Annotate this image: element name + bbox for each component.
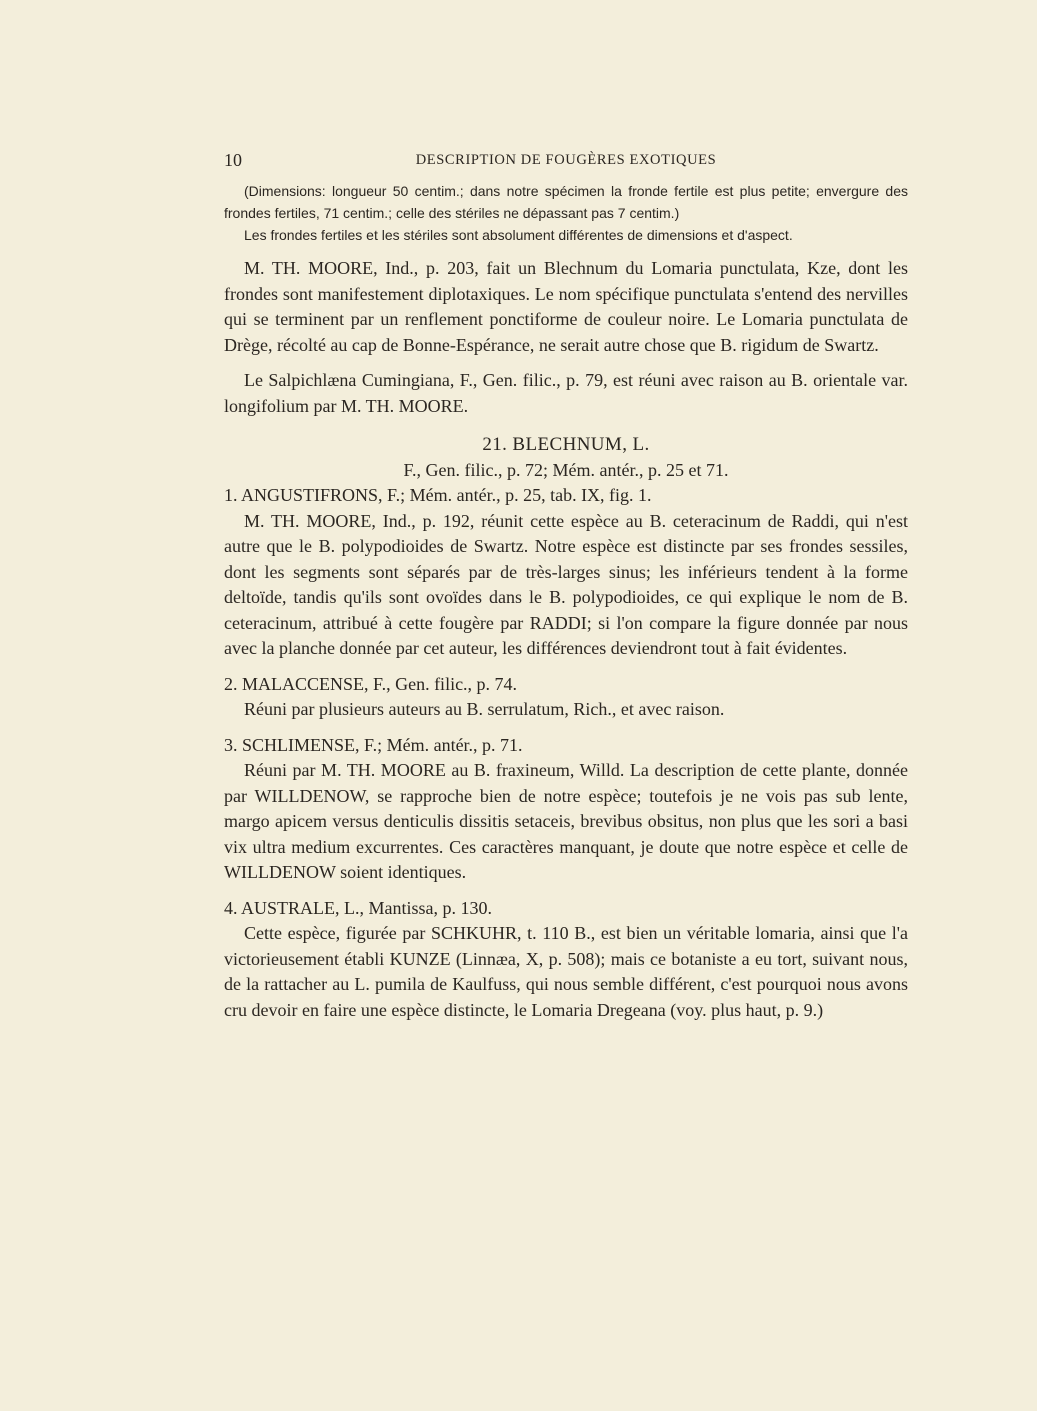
paragraph-salpichlaena: Le Salpichlæna Cumingiana, F., Gen. filic., p. 79, est réuni avec raison au B. orientale var. longifolium par M. TH. MOORE. bbox=[224, 370, 908, 416]
species-text-australe: Cette espèce, figurée par SCHKUHR, t. 110 B., est bien un véritable lomaria, ainsi que l'a victorieusement établi KUNZE (Linnæa, X, p. 508); mais ce botaniste a eu tort, suivant nous, de la rattacher au L. pumila de Kaulfuss, qui nous semble différent, c'est pourquoi nous avons cru devoir en faire une espèce distincte, le Lomaria Dregeana (voy. plus haut, p. 9.) bbox=[224, 923, 908, 1020]
page-content bbox=[224, 180, 908, 1023]
species-heading-angustifrons: 1. ANGUSTIFRONS, F.; Mém. antér., p. 25, tab. IX, fig. 1. bbox=[224, 485, 652, 505]
page-header bbox=[224, 150, 908, 172]
dimensions-note: (Dimensions: longueur 50 centim.; dans notre spécimen la fronde fertile est plus petite; envergure des frondes fertiles, 71 centim.; celle des stériles ne dépassant pas 7 centim.) bbox=[224, 183, 908, 221]
paragraph-moore-blechnum: M. TH. MOORE, Ind., p. 203, fait un Blechnum du Lomaria punctulata, Kze, dont les frondes sont manifestement diplotaxiques. Le nom spécifique punctulata s'entend des nervilles qui se terminent par un renflement ponctiforme de couleur noire. Le Lomaria punctulata de Drège, récolté au cap de Bonne-Espérance, ne serait autre chose que B. rigidum de Swartz. bbox=[224, 258, 908, 355]
page-number: 10 bbox=[224, 150, 242, 170]
species-text-malaccense: Réuni par plusieurs auteurs au B. serrulatum, Rich., et avec raison. bbox=[244, 699, 725, 719]
genus-title: 21. BLECHNUM, L. bbox=[482, 434, 650, 455]
species-heading-schlimense: 3. SCHLIMENSE, F.; Mém. antér., p. 71. bbox=[224, 734, 523, 755]
fronds-note: Les frondes fertiles et les stériles sont absolument différentes de dimensions et d'aspect. bbox=[244, 227, 793, 243]
species-heading-malaccense: 2. MALACCENSE, F., Gen. filic., p. 74. bbox=[224, 673, 518, 694]
species-heading-australe: 4. AUSTRALE, L., Mantissa, p. 130. bbox=[224, 897, 492, 918]
species-text-angustifrons: M. TH. MOORE, Ind., p. 192, réunit cette espèce au B. ceteracinum de Raddi, qui n'est autre que le B. polypodioides de Swartz. Notre espèce est distincte par ses frondes sessiles, dont les segments sont séparés par de très-larges sinus; les inférieurs tendent à la forme deltoïde, tandis qu'ils sont ovoïdes dans le B. polypodioides, ce qui explique le nom de B. ceteracinum, attribué à cette fougère par RADDI; si l'on compare la figure donnée par nous avec la planche donnée par cet auteur, les différences deviendront tout à fait évidentes. bbox=[224, 510, 908, 658]
species-text-schlimense: Réuni par M. TH. MOORE au B. fraxineum, Willd. La description de cette plante, donnée par WILLDENOW, se rapproche bien de notre espèce; toutefois je ne vois pas sub lente, margo apicem versus denticulis dissitis setaceis, brevibus obsitus, non plus que les sori a basi vix ultra medium excurrentes. Ces caractères manquant, je doute que notre espèce et celle de WILLDENOW soient identiques. bbox=[224, 760, 908, 882]
running-title: DESCRIPTION DE FOUGÈRES EXOTIQUES bbox=[415, 152, 717, 168]
genus-reference: F., Gen. filic., p. 72; Mém. antér., p. 25 et 71. bbox=[403, 459, 729, 480]
